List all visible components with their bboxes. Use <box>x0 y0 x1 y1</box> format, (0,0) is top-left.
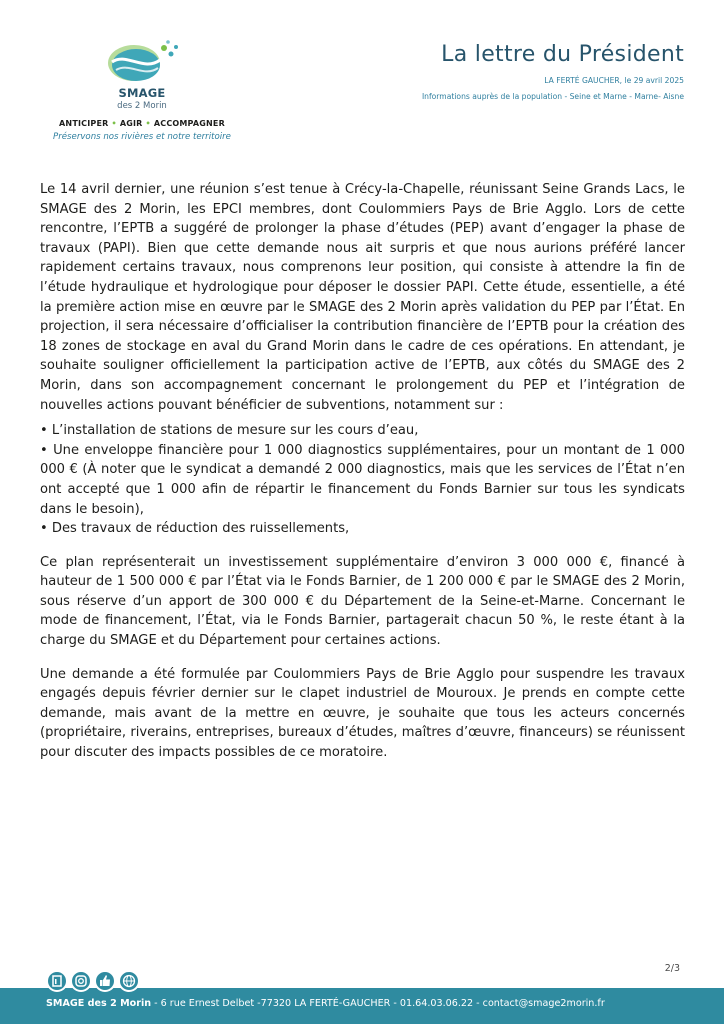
tagline-part-3: ACCOMPAGNER <box>153 119 225 128</box>
logo-tagline <box>34 119 250 128</box>
letter-body <box>40 180 685 763</box>
logo-block <box>34 38 244 148</box>
globe-icon[interactable] <box>118 970 140 992</box>
letter-info-line: Informations auprès de la population - Seine et Marne - Marne- Aisne <box>421 92 684 101</box>
letter-title: La lettre du Président <box>441 42 684 67</box>
paragraph-2: Ce plan représenterait un investissement supplémentaire d’environ 3 000 000 €, financé à hauteur de 1 500 000 € par l’État via le Fonds Barnier, de 1 200 000 € par le SMAGE des 2 Morin, sous réserve d’un apport de 300 000 € du Département de la Seine-et-Marne. Concernant le mode de financement, l’État, via le Fonds Barnier, partagerait chacun 50 %, le reste étant à la charge du SMAGE et du Département pour certaines actions. <box>40 554 685 649</box>
bullet-item: • Des travaux de réduction des ruissellements, <box>40 521 350 537</box>
logo-subtitle: des 2 Morin <box>117 101 167 111</box>
tagline-part-2: AGIR <box>119 119 143 128</box>
footer-org: SMAGE des 2 Morin <box>46 998 152 1009</box>
paragraph-1: Le 14 avril dernier, une réunion s’est tenue à Crécy-la-Chapelle, réunissant Seine Grands Lacs, le SMAGE des 2 Morin, les EPCI membres, dont Coulommiers Pays de Brie Agglo. Lors de cette rencontre, l’EPTB a suggéré de prolonger la phase d’études (PEP) avant d’engager la phase de travaux (PAPI). Bien que cette demande nous ait surpris et que nous aurions préféré lancer rapidement certains travaux, nous comprenons leur position, qui consiste à attendre la fin de l’étude hydraulique et hydrologique pour déposer le dossier PAPI. Cette étude, essentielle, a été la première action mise en œuvre par le SMAGE des 2 Morin après validation du PEP par l’État. En projection, il sera nécessaire d’officialiser la contribution financière de l’EPTB pour la création des 18 zones de stockage en aval du Grand Morin dans le cadre de ces opérations. En attendant, je souhaite souligner officiellement la participation active de l’EPTB, aux côtés du SMAGE des 2 Morin, dans son accompagnement concernant le prolongement du PEP et l’intégration de nouvelles actions pouvant bénéficier de subventions, notamment sur : <box>40 182 685 413</box>
tagline-separator: • <box>145 119 151 128</box>
bullet-item: • Une enveloppe financière pour 1 000 diagnostics supplémentaires, pour un montant de 1 000 000 € (À noter que le syndicat a demandé 2 000 diagnostics, mais que les services de l’État n’en ont accepté que 1 000 afin de répartir le financement du Fonds Barnier sur tous les syndicats dans le besoin), <box>40 442 685 517</box>
paragraph-3: Une demande a été formulée par Coulommiers Pays de Brie Agglo pour suspendre les travaux engagés depuis février dernier sur le clapet industriel de Mouroux. Je prends en compte cette demande, mais avant de la mettre en œuvre, je souhaite que tous les acteurs concernés (propriétaire, riverains, entreprises, bureaux d’études, maîtres d’œuvre, financeurs) se réunissent pour discuter des impacts possibles de ce moratoire. <box>40 666 685 761</box>
instagram-icon[interactable] <box>70 970 92 992</box>
footer-details: - 6 rue Ernest Delbet -77320 LA FERTÉ-GAUCHER - 01.64.03.06.22 - contact@smage2morin.fr <box>151 998 605 1009</box>
logo-name: SMAGE <box>118 86 166 100</box>
tagline-separator: • <box>111 119 117 128</box>
tagline-part-1: ANTICIPER <box>59 119 109 128</box>
facebook-like-icon[interactable] <box>94 970 116 992</box>
letter-date: LA FERTÉ GAUCHER, le 29 avril 2025 <box>544 76 684 85</box>
bullet-item: • L’installation de stations de mesure sur les cours d’eau, <box>40 423 419 439</box>
bullet-list <box>40 421 685 539</box>
smage-logo-icon <box>100 38 186 88</box>
footer-contact <box>46 998 605 1009</box>
logo-motto: Préservons nos rivières et notre territoire <box>53 132 231 142</box>
linkedin-icon[interactable] <box>46 970 68 992</box>
page-number: 2/3 <box>664 963 680 974</box>
